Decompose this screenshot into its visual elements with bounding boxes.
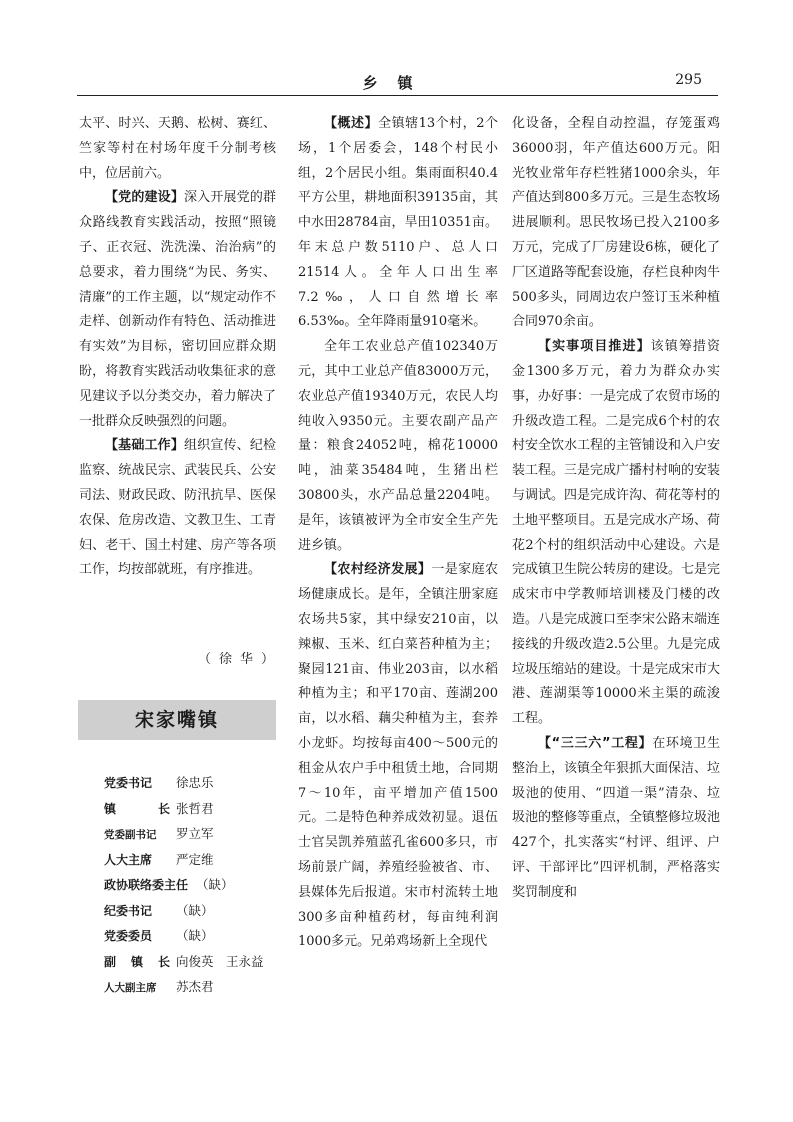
roster-role: 党委副书记 (104, 829, 157, 841)
author-credit: （徐华） (198, 652, 283, 667)
roster-name: （缺） (176, 902, 214, 918)
paragraph-rural-economy (298, 558, 498, 955)
paragraph-text: 组织宣传、纪检监察、统战民宗、武装民兵、公安司法、财政民政、防汛抗旱、医保农保、危房改造、文教卫生、工青妇、老干、国土村建、房产等各项工作，均按部就班，有序推进。 (79, 438, 276, 578)
roster-name: 罗立军 (176, 826, 214, 841)
page-header (77, 68, 718, 96)
roster-name: （缺） (196, 877, 234, 892)
roster-role: 党委书记 (104, 776, 153, 790)
column-2 (298, 112, 498, 955)
roster-row (104, 796, 284, 822)
paragraph-336-project (512, 732, 720, 906)
roster-role: 党委委员 (104, 929, 153, 943)
roster-row (104, 821, 284, 847)
town-title-box: 宋家嘴镇 (78, 700, 276, 740)
roster-role: 镇长 (104, 801, 170, 816)
header-rule (77, 95, 718, 96)
roster-role: 政协联络委主任 (104, 878, 189, 892)
roster-row (104, 898, 284, 924)
section-heading: 【基础工作】 (105, 438, 184, 454)
paragraph-text: 该镇筹措资金1300多万元，着力为群众办实事，办好事：一是完成了农贸市场的升级改造工程。二是完成6个村的农村安全饮水工程的主管铺设和入户安装工程。三是完成广播村村响的安装与调试。四是完成许沟、荷花等村的土地平整项目。五是完成水产场、荷花2个村的组织活动中心建设。六是完成镇卫生院公转房的建设。七是完成宋市中学教师培训楼及门楼的改造。八是完成渡口至李宋公路末端连接线的升级改造2.5公里。九是完成垃圾压缩站的建设。十是完成宋市大港、莲湖渠等10000米主渠的疏浚工程。 (512, 339, 721, 727)
section-heading: 【实事项目推进】 (538, 339, 651, 355)
roster-name: （缺） (176, 928, 214, 943)
roster-row (104, 770, 284, 796)
roster-name: 徐忠乐 (176, 775, 214, 790)
section-heading: 【党的建设】 (105, 190, 184, 206)
paragraph-text: 在环境卫生整治上，该镇全年狠抓大面保洁、垃圾池的使用、“四道一渠”清杂、垃圾池的整修等重点，全镇整修垃圾池427个，扎实落实“村评、组评、户评、干部评比”四评机制，严格落实奖罚制度和 (512, 735, 721, 900)
roster-row (104, 949, 284, 975)
paragraph-projects (512, 335, 720, 732)
paragraph-basic-work (79, 434, 276, 583)
roster-name: 向俊英 王永益 (176, 953, 264, 969)
column-3 (512, 112, 720, 906)
paragraph: 全年工农业总产值102340万元，其中工业总产值83000万元，农业总产值19340万元，农民人均纯收入9350元。主要农副产品产量：粮食24052吨，棉花10000吨，油菜35484吨，生猪出栏30800头，水产品总量2204吨。是年，该镇被评为全市安全生产先进乡镇。 (298, 339, 498, 553)
column-1 (79, 112, 276, 583)
roster-row (104, 923, 284, 949)
roster-name: 苏杰君 (176, 979, 214, 994)
paragraph: 化设备，全程自动控温，存笼蛋鸡36000羽，年产值达600万元。阳光牧业常年存栏牲猪1000余头，年产值达到800多万元。三是生态牧场进展顺利。思民牧场已投入2100多万元，完成了厂房建设6栋，硬化了厂区道路等配套设施，存栏良种肉牛500多头，同周边农户签订玉米种植合同970余亩。 (512, 116, 721, 330)
roster-role: 人大副主席 (104, 982, 157, 994)
roster-name: 严定维 (176, 851, 214, 867)
paragraph-party-building (79, 186, 276, 434)
paragraph-text: 深入开展党的群众路线教育实践活动，按照“照镜子、正衣冠、洗洗澡、治治病”的总要求，着力围绕“为民、务实、清廉”的工作主题，以“规定动作不走样、创新动作有特色、活动推进有实效”为目标，密切回应群众期盼，将教育实践活动收集征求的意见建议予以分类交办，着力解决了一批群众反映强烈的问题。 (79, 190, 276, 429)
roster-row (104, 872, 284, 898)
page-number: 295 (675, 72, 702, 88)
roster-role: 纪委书记 (104, 903, 153, 918)
paragraph-overview (298, 112, 498, 335)
paragraph-text: 全镇辖13个村，2个场，1个居委会，148个村民小组，2个居民小组。集雨面积40.4平方公里，耕地面积39135亩，其中水田28784亩，旱田10351亩。年末总户数5110户、总人口21514人。全年人口出生率7.2‰，人口自然增长率6.53‰。全年降雨量910毫米。 (298, 116, 498, 330)
roster-row (104, 847, 284, 873)
roster-role: 副镇长 (104, 954, 170, 969)
paragraph: 太平、时兴、天鹅、松树、赛红、竺家等村在村场年度千分制考核中，位居前六。 (79, 116, 276, 181)
roster-row (104, 974, 284, 1000)
paragraph-text: 一是家庭农场健康成长。是年，全镇注册家庭农场共5家，其中绿安210亩，以辣椒、玉米、红白菜苔种植为主；聚园121亩、伟业203亩，以水稻种植为主；和平170亩、莲湖200亩，以水稻、藕尖种植为主，套养小龙虾。均按每亩400～500元的租金从农户手中租赁土地，合同期7～10年，亩平增加产值1500元。二是特色种养成效初显。退伍士官吴凯养殖蓝孔雀600多只，市场前景广阔，养殖经验被省、市、县媒体先后报道。宋市村流转土地300多亩种植药材，每亩纯利润1000多元。兄弟鸡场新上全现代 (298, 562, 498, 950)
section-heading: 【农村经济发展】 (324, 562, 432, 578)
roster-name: 张哲君 (176, 800, 214, 816)
officials-roster (104, 770, 284, 1000)
section-heading: 【概述】 (324, 116, 379, 131)
running-title: 乡镇 (362, 74, 433, 92)
roster-role: 人大主席 (104, 852, 153, 867)
section-heading: 【“三三六”工程】 (538, 735, 653, 751)
